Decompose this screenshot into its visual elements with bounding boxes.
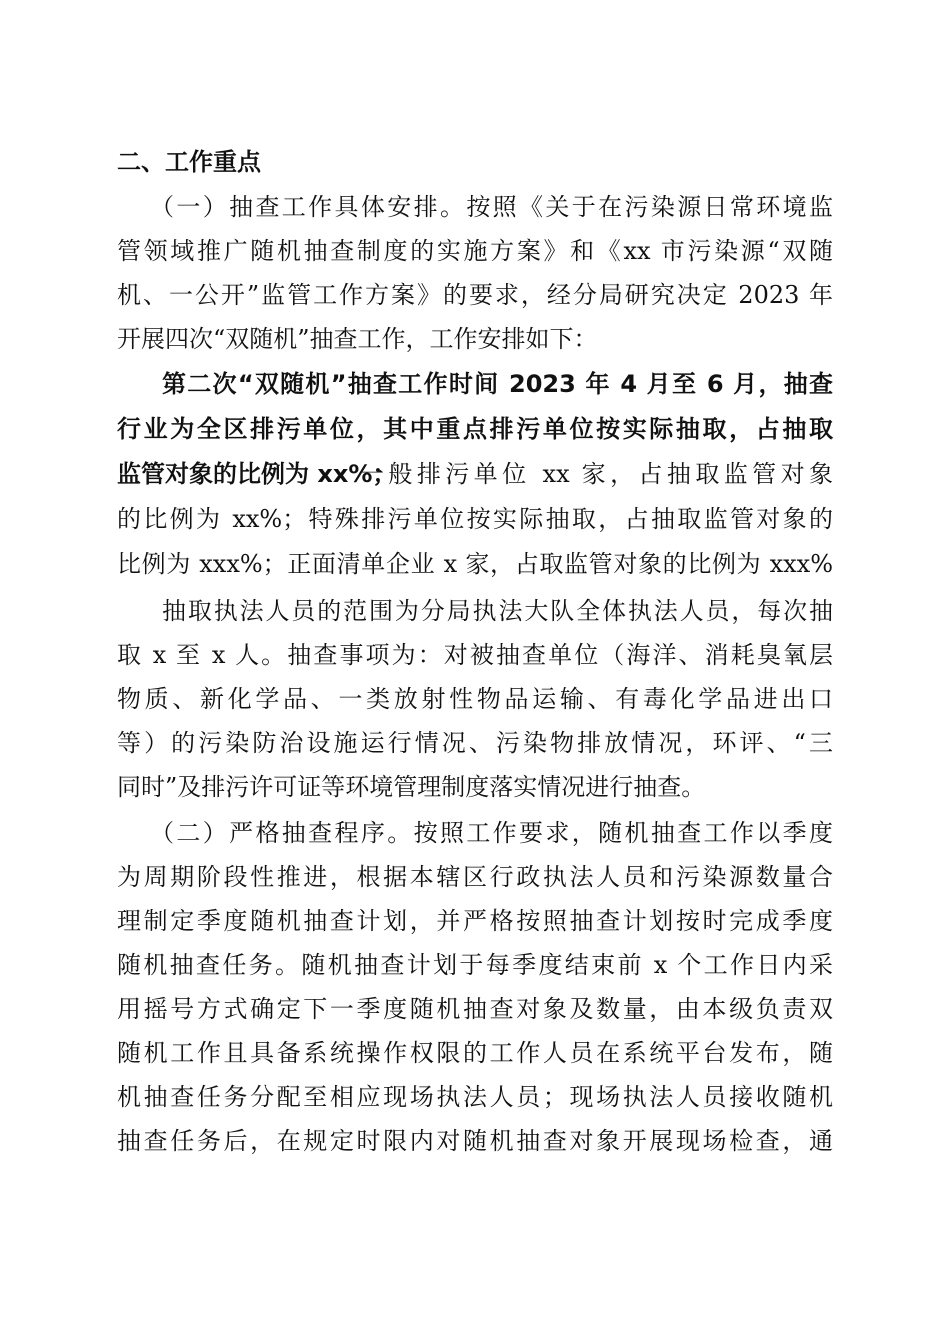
paragraph-line: 开展四次“双随机”抽查工作，工作安排如下： [117, 325, 598, 353]
paragraph-line: 机、一公开”监管工作方案》的要求，经分局研究决定 2023 年 [117, 281, 833, 309]
paragraph-line: 机抽查任务分配至相应现场执法人员；现场执法人员接收随机 [117, 1083, 833, 1111]
paragraph-line: 随机抽查任务。随机抽查计划于每季度结束前 x 个工作日内采 [117, 951, 833, 979]
paragraph-line: （一）抽查工作具体安排。按照《关于在污染源日常环境监 [150, 193, 833, 221]
paragraph-line: 同时”及排污许可证等环境管理制度落实情况进行抽查。 [117, 773, 706, 801]
paragraph-line: 抽取执法人员的范围为分局执法大队全体执法人员，每次抽 [162, 597, 833, 625]
paragraph-line: 取 x 至 x 人。抽查事项为：对被抽查单位（海洋、消耗臭氧层 [117, 641, 833, 669]
paragraph-line: 第二次“双随机”抽查工作时间 2023 年 4 月至 6 月，抽查 [162, 370, 833, 398]
paragraph-line: 物质、新化学品、一类放射性物品运输、有毒化学品进出口 [117, 685, 833, 713]
paragraph-line: 比例为 xxx%；正面清单企业 x 家，占取监管对象的比例为 xxx% [117, 550, 833, 578]
paragraph-line: 随机工作且具备系统操作权限的工作人员在系统平台发布，随 [117, 1039, 833, 1067]
paragraph-line: 管领域推广随机抽查制度的实施方案》和《xx 市污染源“双随 [117, 237, 833, 265]
paragraph-line: 抽查任务后，在规定时限内对随机抽查对象开展现场检查，通 [117, 1127, 833, 1155]
paragraph-line: 一般排污单位 xx 家，占抽取监管对象 [360, 460, 833, 488]
paragraph-line: 行业为全区排污单位，其中重点排污单位按实际抽取，占抽取 [117, 415, 833, 443]
section-heading: 二、工作重点 [117, 148, 261, 176]
paragraph-line: 为周期阶段性推进，根据本辖区行政执法人员和污染源数量合 [117, 863, 833, 891]
paragraph-line: （二）严格抽查程序。按照工作要求，随机抽查工作以季度 [150, 819, 833, 847]
paragraph-line: 的比例为 xx%；特殊排污单位按实际抽取，占抽取监管对象的 [117, 505, 833, 533]
paragraph-line: 监管对象的比例为 xx%； [117, 460, 397, 488]
paragraph-line: 用摇号方式确定下一季度随机抽查对象及数量，由本级负责双 [117, 995, 833, 1023]
paragraph-line: 理制定季度随机抽查计划，并严格按照抽查计划按时完成季度 [117, 907, 833, 935]
paragraph-line: 等）的污染防治设施运行情况、污染物排放情况，环评、“三 [117, 729, 833, 757]
